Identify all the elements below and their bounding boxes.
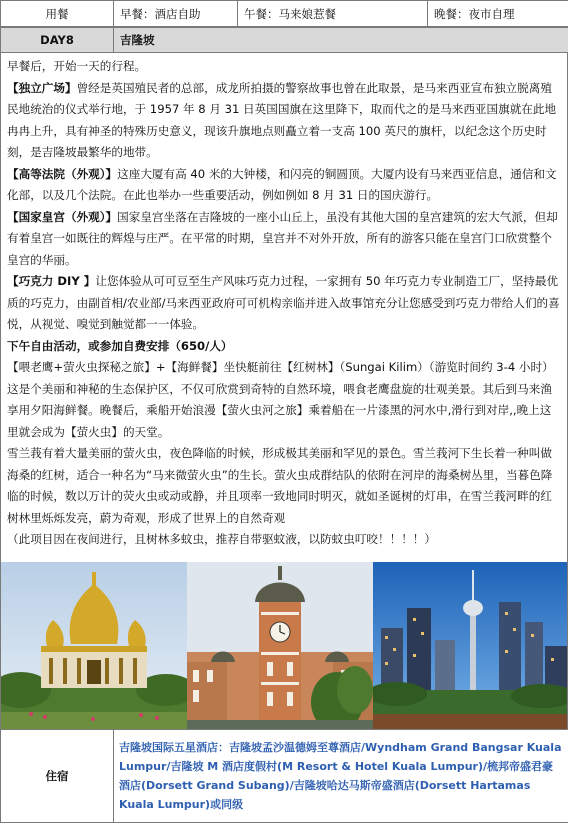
firefly-description: 雪兰莪有着大量美丽的萤火虫，夜色降临的时候，形成极其美丽和罕见的景色。雪兰莪河下生长着一种叫做海桑的红树，适合一种名为“马来微萤火虫”的生长。萤火虫成群结队的依附在河岸的海桑树丛里，当暮色降临的时候，数以万计的荧火虫或动或静，并且项率一致地同时明灭，就如圣诞树的灯串，在雪兰莪河畔的红树林里烁烁发亮，蔚为奇观，形成了世界上的自然奇观 [7, 443, 562, 529]
intro-text: 早餐后，开始一天的行程。 [7, 56, 562, 78]
high-court-section [7, 164, 562, 207]
national-palace-title: 【国家皇宫（外观）】 [7, 210, 117, 224]
independence-square-text: 曾经是英国殖民者的总部，成龙所拍摄的警察故事也曾在此取景，是马来西亚宣布独立脱离殖民地统治的仪式举行地，于 1957 年 8 月 31 日英国国旗在这里降下，取而代之的是马来西亚国旗就在此地冉冉上升，具有神圣的特殊历史意义，现该升旗地点则矗立着一支高 100 英尺的旗杆，以纪念这个历史时刻，是吉隆坡最繁华的地带。 [7, 81, 556, 160]
meals-row [0, 0, 568, 27]
accommodation-label: 住宿 [1, 730, 114, 823]
national-palace-text: 国家皇宫坐落在吉隆坡的一座小山丘上，虽没有其他大国的皇宫建筑的宏大气派，但却有着皇宫一如既往的辉煌与庄严。在平常的时期，皇宫并不对外开放，所有的游客只能在皇宫门口欣赏整个皇宫的华丽。 [7, 210, 558, 267]
photo-strip [0, 562, 568, 729]
chocolate-diy-title: 【巧克力 DIY 】 [7, 274, 95, 288]
mosquito-note: （此项目因在夜间进行，且树林多蚊虫，推荐自带驱蚊液，以防蚊虫叮咬！！！！） [7, 529, 562, 551]
chocolate-diy-section [7, 271, 562, 336]
free-activity-title: 下午自由活动，或参加自费安排（650/人） [7, 336, 562, 358]
breakfast-cell: 早餐：酒店自助 [114, 1, 238, 27]
accommodation-hotels: 吉隆坡国际五星酒店：吉隆坡孟沙温德姆至尊酒店/Wyndham Grand Bangsar Kuala Lumpur/吉隆坡 M 酒店度假村(M Resort & Hotel Kuala Lumpur)/梳邦帝盛君豪酒店(Dorsett Grand Subang)/吉隆坡哈达马斯帝盛酒店(Dorsett Hartamas Kuala Lumpur)或同级 [114, 730, 568, 823]
dinner-cell: 晚餐：夜市自理 [428, 1, 568, 27]
independence-square-title: 【独立广场】 [7, 81, 77, 95]
high-court-title: 【高等法院（外观）】 [7, 167, 117, 181]
national-palace-section [7, 207, 562, 272]
accommodation-row [0, 729, 568, 823]
lunch-cell: 午餐：马来娘惹餐 [238, 1, 428, 27]
day-label: DAY8 [1, 28, 114, 53]
day-city: 吉隆坡 [114, 28, 568, 53]
chocolate-diy-text: 让您体验从可可豆至生产风味巧克力过程，一家拥有 50 年巧克力专业制造工厂，坚持最优质的巧克力，由副首相/农业部/马来西亚政府可可机构亲临并进入故事馆充分让您感受到巧克力带给人们的喜悦，从视觉、嗅觉到触觉都一一体验。 [7, 274, 560, 331]
day-header-row [0, 27, 568, 53]
kuala-lumpur-skyline-photo [373, 562, 567, 729]
high-court-photo [187, 562, 373, 729]
meals-label: 用餐 [1, 1, 114, 27]
firefly-tour-text: 【喂老鹰+萤火虫探秘之旅】+【海鲜餐】坐快艇前往【红树林】（Sungai Kilim）（游览时间约 3-4 小时）这是个美丽和神秘的生态保护区，不仅可欣赏到奇特的自然环境，喂食老鹰盘旋的壮观美景。其后到马来渔享用夕阳海鲜餐。晚餐后，乘船开始浪漫【萤火虫河之旅】乘着船在一片漆黑的河水中,滑行到对岸,,晚上这里就会成为【萤火虫】的天堂。 [7, 357, 562, 443]
national-palace-photo [1, 562, 187, 729]
day-description [0, 53, 568, 562]
high-court-text: 这座大厦有高 40 米的大钟楼，和闪亮的铜圆顶。大厦内设有马来西亚信息，通信和文化部，以及几个法院。在此也举办一些重要活动，例如例如 8 月 31 日的国庆游行。 [7, 167, 557, 203]
independence-square-section [7, 78, 562, 164]
